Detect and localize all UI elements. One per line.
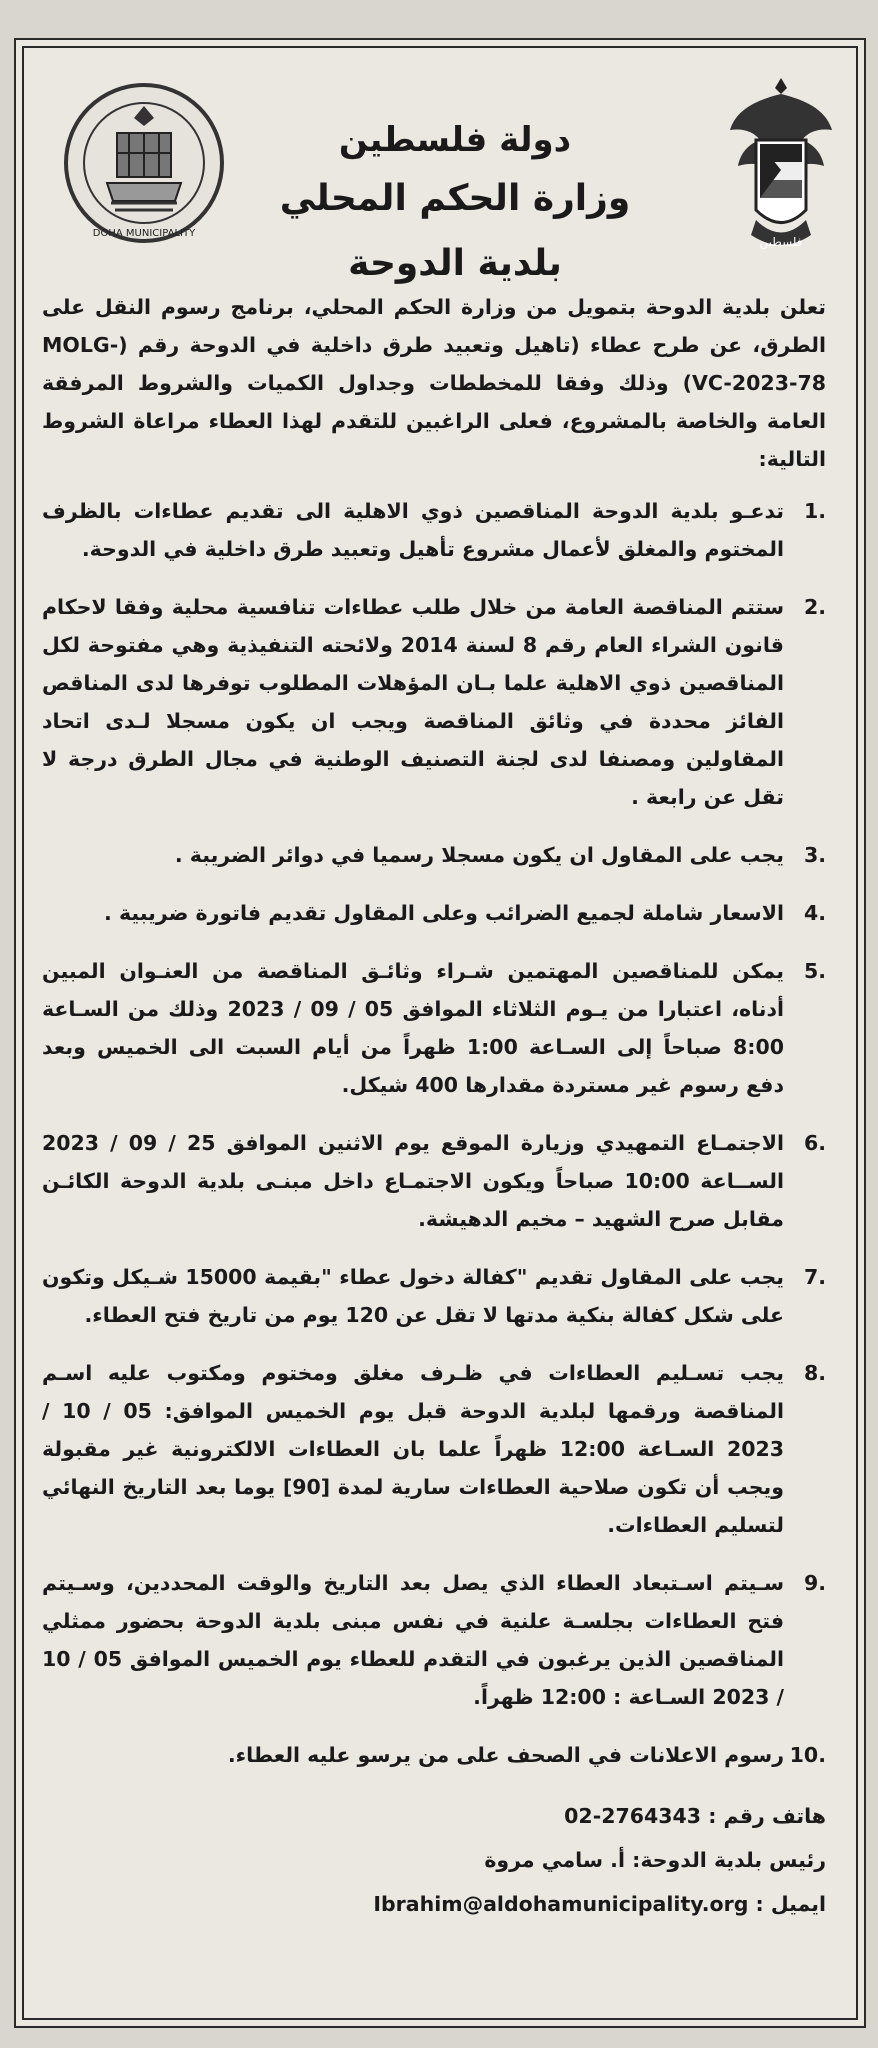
item-number: .10 [789,1743,826,1767]
palestine-eagle-emblem-icon [726,70,836,260]
list-item [42,1258,826,1334]
item-number: .4 [803,901,826,925]
phone-number[interactable]: 02-2764343 [564,1804,702,1828]
item-number: .8 [803,1361,826,1385]
intro-paragraph: تعلن بلدية الدوحة بتمويل من وزارة الحكم المحلي، برنامج رسوم النقل على الطرق، عن طرح عطاء (تاهيل وتعبيد طرق داخلية في الدوحة رقم (MOLG-VC-2023-78) وذلك وفقا للمخططات وجداول الكميات والشروط المرفقة العامة والخاصة بالمشروع، فعلى الراغبين للتقدم لهذا العطاء مراعاة الشروط التالية: [42,295,826,471]
item-text: رسوم الاعلانات في الصحف على من يرسو عليه العطاء. [227,1743,784,1767]
mayor-line [42,1838,826,1882]
item-text: الاجتمـاع التمهيدي وزيارة الموقع يوم الاثنين الموافق 25 / 09 / 2023 الســاعة 10:00 صباحاً ويكون الاجتمـاع داخل مبنـى بلدية الدوحة الكائـن مقابل صرح الشهيد – مخيم الدهيشة. [42,1131,784,1231]
contact-block [42,1794,826,1926]
phone-label: هاتف رقم : [708,1804,826,1828]
list-item [42,492,826,568]
item-text: يجب على المقاول تقديم "كفالة دخول عطاء "بقيمة 15000 شـيكل وتكون على شكل كفالة بنكية مدتها لا تقل عن 120 يوم من تاريخ فتح العطاء. [42,1265,784,1327]
list-item [42,1124,826,1238]
title-block [254,118,656,288]
email-label: ايميل : [755,1892,826,1916]
ministry-title: وزارة الحكم المحلي [279,178,631,220]
item-number: .9 [803,1571,826,1595]
state-title: دولة فلسطين [338,120,572,160]
mayor-name: أ. سامي مروة [484,1848,625,1872]
item-text: سـيتم اسـتبعاد العطاء الذي يصل بعد التاريخ والوقت المحددين، وسـيتم فتح العطاءات بجلسـة علنية في نفس مبنى بلدية الدوحة بحضور ممثلي المناقصين الذين يرغبون في التقدم للعطاء يوم الخميس الموافق 05 / 10 / 2023 السـاعة : 12:00 ظهراً. [42,1571,784,1709]
list-item [42,894,826,932]
item-text: يجب تسـليم العطاءات في ظـرف مغلق ومختوم ومكتوب عليه اسـم المناقصة ورقمها لبلدية الدوحة قبل يوم الخميس الموافق: 05 / 10 / 2023 السـاعة 12:00 ظهراً علما بان العطاءات الالكترونية غير مقبولة ويجب أن تكون صلاحية العطاءات سارية لمدة [90] يوما بعد التاريخ النهائي لتسليم العطاءات. [42,1361,785,1537]
emblem-caption: فلسطين [759,235,803,249]
item-number: .2 [803,595,826,619]
item-text: الاسعار شاملة لجميع الضرائب وعلى المقاول تقديم فاتورة ضريبية . [104,901,784,925]
mayor-label: رئيس بلدية الدوحة: [632,1848,826,1872]
announcement-body [42,288,826,1926]
list-item [42,952,826,1104]
item-number: .3 [803,843,826,867]
item-text: يجب على المقاول ان يكون مسجلا رسميا في دوائر الضريبة . [174,843,784,867]
item-number: .6 [803,1131,826,1155]
item-number: .1 [803,499,826,523]
email-address[interactable]: Ibrahim@aldohamunicipality.org [373,1892,749,1916]
municipality-title: بلدية الدوحة [348,242,562,284]
announcement-page [14,38,866,2028]
phone-line [42,1794,826,1838]
list-item [42,836,826,874]
item-number: .7 [803,1265,826,1289]
header [24,48,856,284]
item-number: .5 [803,959,826,983]
item-text: تدعـو بلدية الدوحة المناقصين ذوي الاهلية الى تقديم عطاءات بالظرف المختوم والمغلق لأعمال مشروع تأهيل وتعبيد طرق داخلية في الدوحة. [42,499,784,561]
list-item [42,1354,826,1544]
list-item [42,588,826,816]
doha-municipality-seal-icon [59,78,229,248]
list-item [42,1564,826,1716]
page-border [22,46,858,2020]
list-item [42,1736,826,1774]
item-text: يمكن للمناقصين المهتمين شـراء وثائـق المناقصة من العنـوان المبين أدناه، اعتبارا من يـوم الثلاثاء الموافق 05 / 09 / 2023 وذلك من السـاعة 8:00 صباحاً إلى السـاعة 1:00 ظهراً من أيام السبت الى الخميس وبعد دفع رسوم غير مستردة مقدارها 400 شيكل. [42,959,785,1097]
item-text: ستتم المناقصة العامة من خلال طلب عطاءات تنافسية محلية وفقا لاحكام قانون الشراء العام رقم 8 لسنة 2014 ولائحته التنفيذية وهي مفتوحة لكل المناقصين ذوي الاهلية علما بـان المؤهلات المطلوب توفرها لدى المناقص الفائز محددة في وثائق المناقصة ويجب ان يكون مسجلا لـدى اتحاد المقاولين ومصنفا لدى لجنة التصنيف الوطنية في مجال الطرق درجة لا تقل عن رابعة . [42,595,784,809]
email-line [42,1882,826,1926]
seal-caption: DOHA MUNICIPALITY [92,228,196,239]
